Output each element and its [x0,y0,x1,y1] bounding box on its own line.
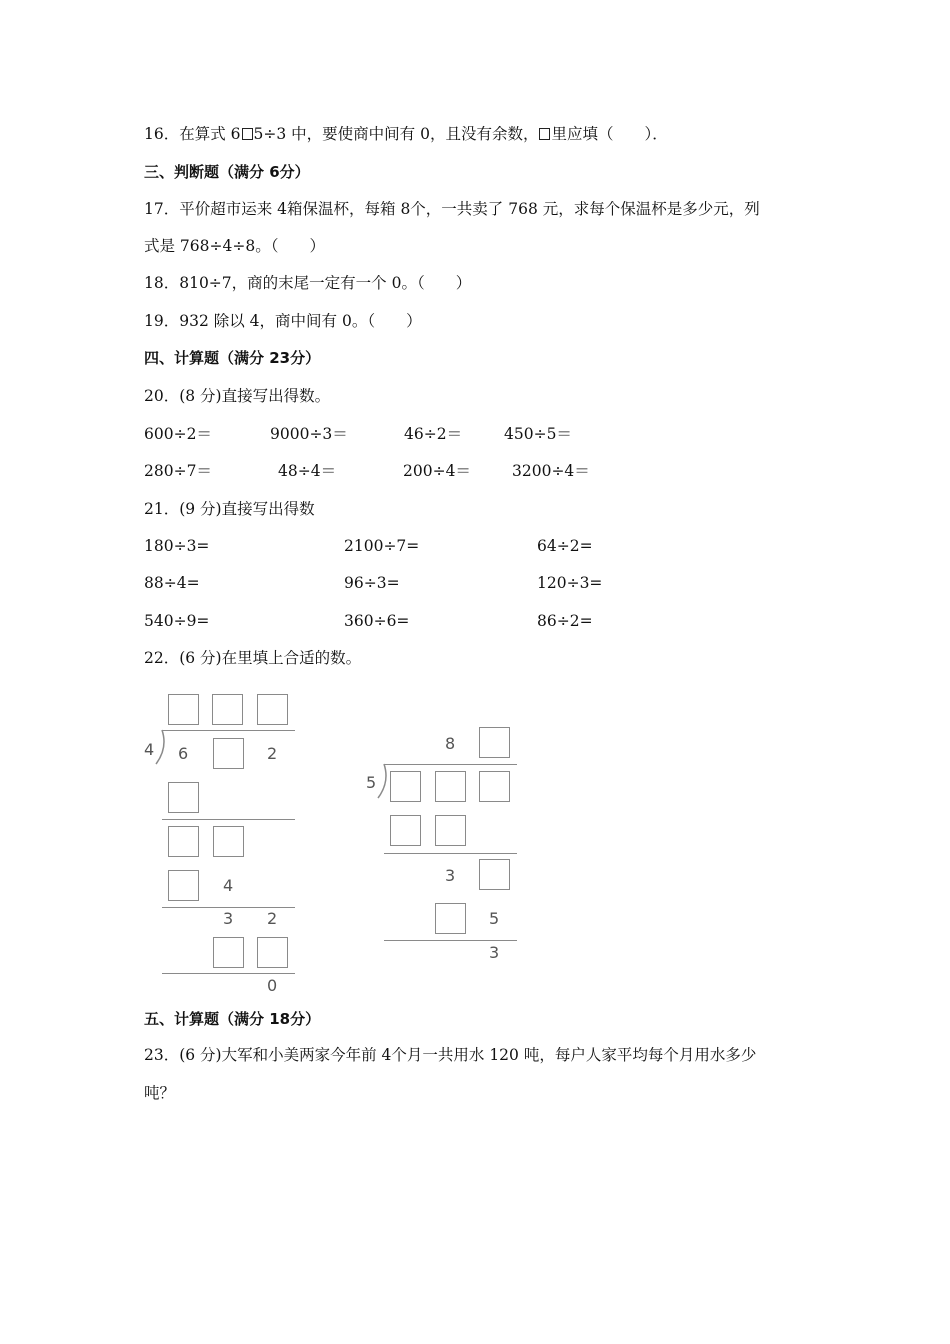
step-digit: 4 [223,876,234,895]
step-digit: 5 [489,909,500,928]
answer-box[interactable] [435,903,466,934]
section-heading-5: 五、计算题（满分 18分） [144,1010,321,1028]
step-digit: 3 [445,866,456,885]
answer-box[interactable] [168,782,199,813]
q20-item: 200÷4＝ [403,462,471,480]
division-bar [162,730,295,731]
question-17-line1: 17．平价超市运来 4箱保温杯，每箱 8个，一共卖了 768 元，求每个保温杯是多少元，列 [144,200,760,218]
section-heading-3: 三、判断题（满分 6分） [144,163,310,181]
q20-item: 450÷5＝ [504,425,572,443]
q21-item: 86÷2= [537,612,593,630]
dividend-digit: 2 [267,744,278,763]
blank-square-icon [539,128,550,140]
question-19: 19．932 除以 4，商中间有 0。（ ） [144,312,422,330]
q16-text-after2: 里应填（ ）． [551,125,668,143]
q16-text-before: 16．在算式 6 [144,125,241,143]
q21-item: 96÷3= [344,574,400,592]
subtraction-line [384,940,517,941]
answer-box[interactable] [168,870,199,901]
q20-item: 280÷7＝ [144,462,212,480]
q21-item: 180÷3= [144,537,210,555]
question-18: 18．810÷7，商的末尾一定有一个 0。（ ） [144,274,472,292]
division-bar [384,764,517,765]
answer-box[interactable] [213,937,244,968]
q21-item: 2100÷7= [344,537,420,555]
q20-item: 9000÷3＝ [270,425,348,443]
answer-box[interactable] [479,727,510,758]
answer-box[interactable] [479,859,510,890]
answer-box[interactable] [435,771,466,802]
subtraction-line [162,819,295,820]
q20-item: 46÷2＝ [404,425,463,443]
answer-box[interactable] [257,694,288,725]
q21-item: 120÷3= [537,574,603,592]
answer-box[interactable] [212,694,243,725]
question-21-title: 21．(9 分)直接写出得数 [144,500,315,518]
step-digit: 2 [267,909,278,928]
step-digit: 3 [223,909,234,928]
answer-box[interactable] [479,771,510,802]
division-bracket-icon [376,764,388,800]
answer-box[interactable] [213,738,244,769]
subtraction-line [162,973,295,974]
q21-item: 360÷6= [344,612,410,630]
answer-box[interactable] [257,937,288,968]
answer-box[interactable] [168,694,199,725]
divisor: 4 [144,740,155,759]
quotient-digit: 8 [445,734,456,753]
question-17-line2: 式是 768÷4÷8。（ ） [144,237,325,255]
q20-item: 3200÷4＝ [512,462,590,480]
answer-box[interactable] [213,826,244,857]
question-20-title: 20．(8 分)直接写出得数。 [144,387,331,405]
question-16 [144,124,668,144]
answer-box[interactable] [168,826,199,857]
remainder: 3 [489,943,500,962]
dividend-digit: 6 [178,744,189,763]
q21-item: 88÷4= [144,574,200,592]
answer-box[interactable] [390,771,421,802]
question-22-title: 22．(6 分)在里填上合适的数。 [144,649,362,667]
answer-box[interactable] [390,815,421,846]
question-23-line2: 吨？ [144,1084,176,1102]
division-bracket-icon [154,730,166,766]
answer-box[interactable] [435,815,466,846]
q21-item: 64÷2= [537,537,593,555]
section-heading-4: 四、计算题（满分 23分） [144,349,321,367]
q21-item: 540÷9= [144,612,210,630]
question-23-line1: 23．(6 分)大军和小美两家今年前 4个月一共用水 120 吨，每户人家平均每个月用水多少 [144,1046,757,1064]
blank-square-icon [242,128,253,140]
subtraction-line [384,853,517,854]
q16-text-after: 5÷3 中，要使商中间有 0，且没有余数， [253,125,539,143]
q20-item: 48÷4＝ [278,462,337,480]
remainder: 0 [267,976,278,995]
divisor: 5 [366,773,377,792]
q20-item: 600÷2＝ [144,425,212,443]
